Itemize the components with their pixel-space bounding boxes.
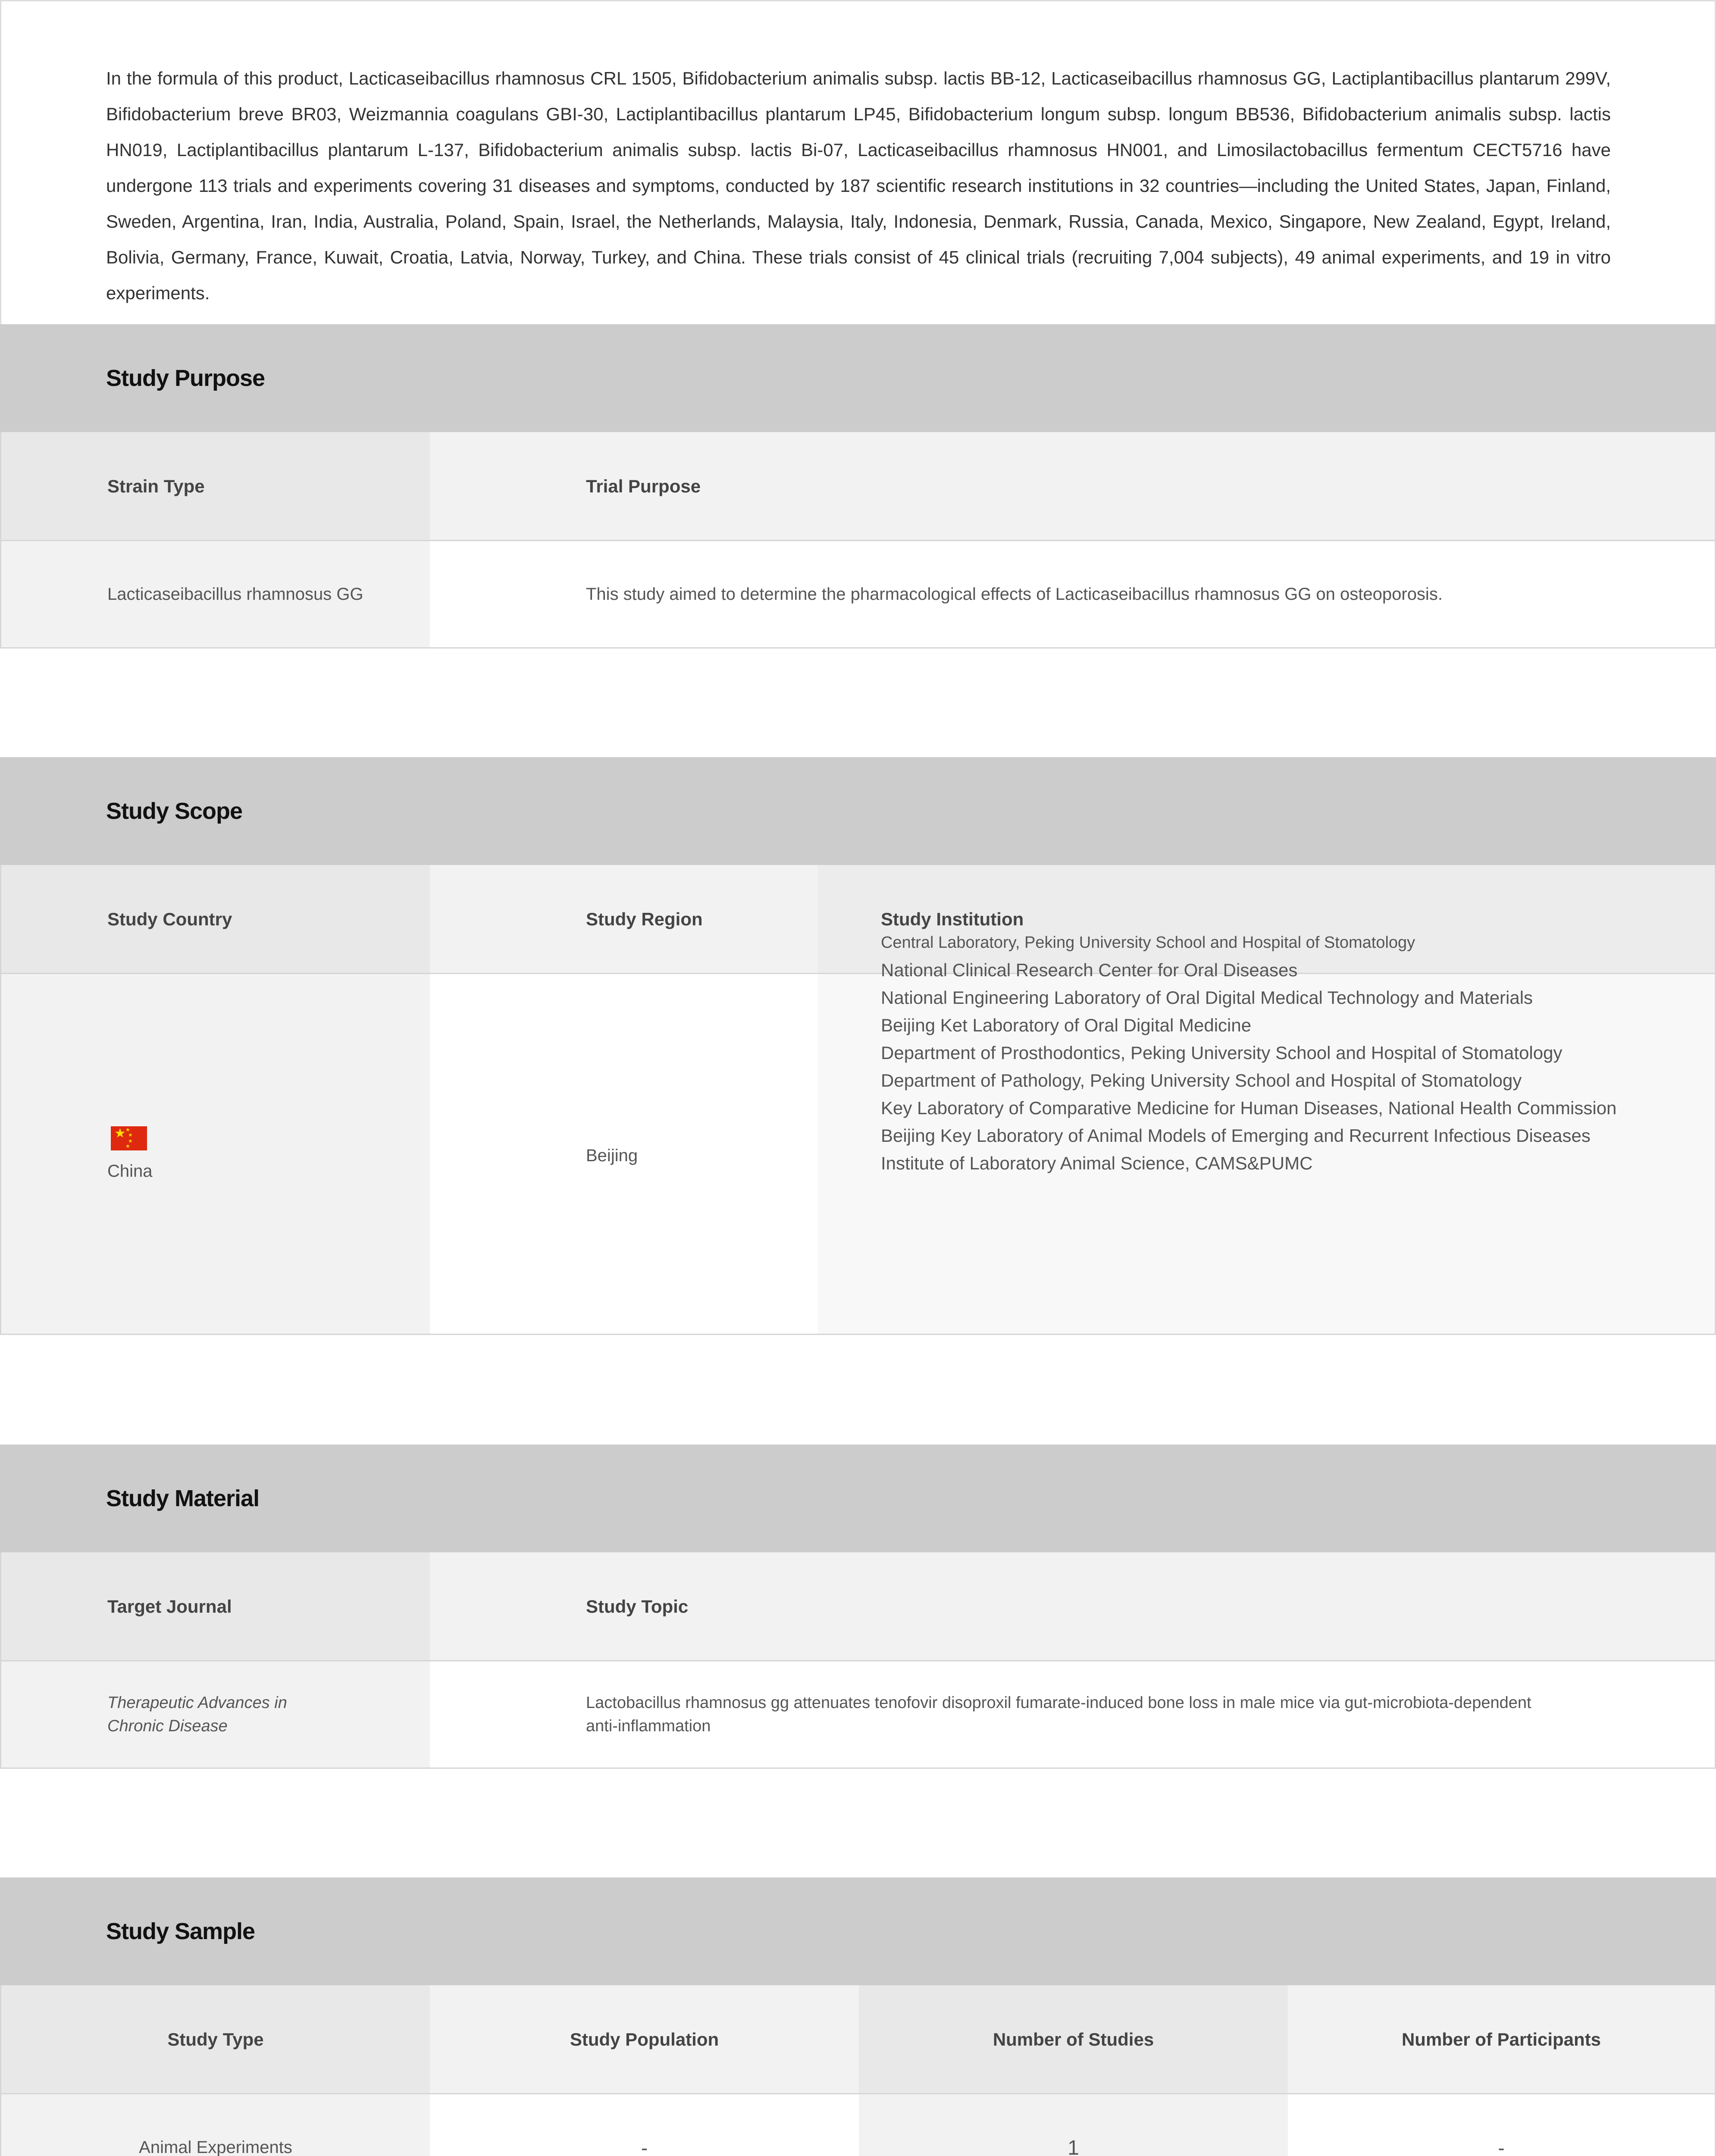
journal-line-2: Chronic Disease	[107, 1717, 228, 1735]
number-of-participants-value: -	[1498, 2137, 1505, 2156]
study-country-label: Study Country	[107, 909, 232, 929]
institution-list	[881, 929, 1657, 1177]
study-sample-header	[0, 1877, 1716, 1985]
institution-item: Beijing Key Laboratory of Animal Models of Emerging and Recurrent Infectious Diseases	[881, 1125, 1591, 1146]
institution-item: National Clinical Research Center for Oral Diseases	[881, 960, 1298, 980]
study-region-value: Beijing	[586, 1146, 638, 1165]
strain-type-header-cell	[1, 432, 430, 540]
study-population-label: Study Population	[570, 2029, 719, 2049]
number-of-studies-label: Number of Studies	[993, 2029, 1154, 2049]
study-material-table	[0, 1552, 1716, 1769]
study-sample-table	[0, 1985, 1716, 2156]
institution-item: Department of Prosthodontics, Peking University School and Hospital of Stomatology	[881, 1043, 1563, 1063]
study-scope-table	[0, 865, 1716, 1335]
study-region-label: Study Region	[586, 909, 703, 929]
study-country-value: China	[107, 1162, 153, 1181]
study-material-header	[0, 1445, 1716, 1552]
study-topic-label: Study Topic	[586, 1596, 689, 1617]
study-topic-value: Lactobacillus rhamnosus gg attenuates tenofovir disoproxil fumarate-induced bone loss in male mice via gut-microbiota-dependent anti-inflammation	[586, 1694, 1531, 1735]
study-material-title: Study Material	[106, 1485, 260, 1511]
study-purpose-title: Study Purpose	[106, 365, 265, 391]
study-scope-title: Study Scope	[106, 798, 243, 824]
institution-item: Beijing Ket Laboratory of Oral Digital Medicine	[881, 1015, 1252, 1035]
study-scope-header	[0, 757, 1716, 865]
target-journal-label: Target Journal	[107, 1596, 232, 1617]
institution-item: Department of Pathology, Peking University School and Hospital of Stomatology	[881, 1070, 1522, 1091]
study-institution-label: Study Institution	[881, 909, 1024, 929]
study-purpose-table	[0, 432, 1716, 649]
study-country-value-cell	[1, 974, 430, 1334]
number-of-participants-label: Number of Participants	[1401, 2029, 1601, 2049]
study-purpose-header	[0, 324, 1716, 432]
china-flag-icon: ★ ★ ★ ★ ★	[111, 1126, 147, 1150]
strain-type-label: Strain Type	[107, 476, 205, 496]
intro-paragraph: In the formula of this product, Lacticaseibacillus rhamnosus CRL 1505, Bifidobacterium animalis subsp. lactis BB-12, Lacticaseibacillus rhamnosus GG, Lactiplantibacillus plantarum 299V, Bifidobacterium breve BR03, Weizmannia coagulans GBI-30, Lactiplantibacillus plantarum LP45, Bifidobacterium longum subsp. longum BB536, Bifidobacterium animalis subsp. lactis HN019, Lactiplantibacillus plantarum L-137, Bifidobacterium animalis subsp. lactis Bi-07, Lacticaseibacillus rhamnosus HN001, and Limosilactobacillus fermentum CECT5716 have undergone 113 trials and experiments covering 31 diseases and symptoms, conducted by 187 scientific research institutions in 32 countries—including the United States, Japan, Finland, Sweden, Argentina, Iran, India, Australia, Poland, Spain, Israel, the Netherlands, Malaysia, Italy, Indonesia, Denmark, Russia, Canada, Mexico, Singapore, New Zealand, Egypt, Ireland, Bolivia, Germany, France, Kuwait, Croatia, Latvia, Norway, Turkey, and China. These trials consist of 45 clinical trials (recruiting 7,004 subjects), 49 animal experiments, and 19 in vitro experiments.	[106, 68, 1611, 303]
trial-purpose-value: This study aimed to determine the pharmacological effects of Lacticaseibacillus rhamnosus GG on osteoporosis.	[586, 585, 1443, 604]
institution-item: Central Laboratory, Peking University School and Hospital of Stomatology	[881, 934, 1415, 952]
study-population-value: -	[641, 2137, 648, 2156]
institution-item: Key Laboratory of Comparative Medicine for Human Diseases, National Health Commission	[881, 1098, 1617, 1118]
number-of-studies-value: 1	[1068, 2137, 1079, 2156]
strain-type-value: Lacticaseibacillus rhamnosus GG	[107, 585, 363, 604]
study-type-label: Study Type	[167, 2029, 264, 2049]
institution-item: National Engineering Laboratory of Oral Digital Medical Technology and Materials	[881, 987, 1533, 1008]
target-journal-value	[107, 1691, 287, 1738]
trial-purpose-label: Trial Purpose	[586, 476, 701, 496]
study-type-value: Animal Experiments	[139, 2138, 292, 2156]
institution-item: Institute of Laboratory Animal Science, CAMS&PUMC	[881, 1153, 1313, 1173]
journal-line-1: Therapeutic Advances in	[107, 1694, 287, 1712]
study-sample-title: Study Sample	[106, 1918, 255, 1944]
